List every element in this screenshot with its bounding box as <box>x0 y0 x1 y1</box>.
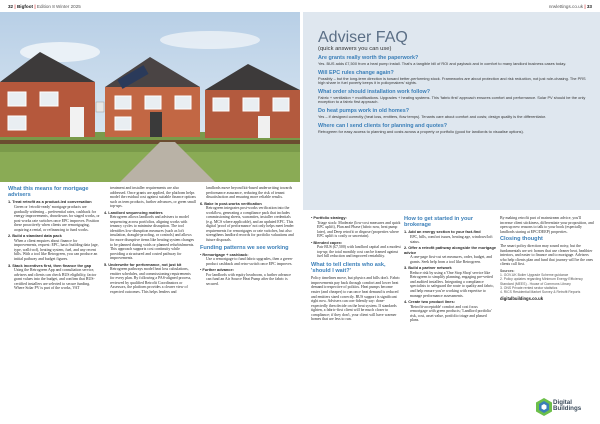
header-website[interactable]: nrwlettings.co.uk <box>548 4 584 9</box>
bullet-text: Triage stock: Moderate (low-cost measures and quick EPC uplift), Plan and Phase (fabric now, heat pump later), and Deep retrofit or dispose (properties where EPC uplift is costly or uncertain). <box>317 220 401 239</box>
item-number: 5. <box>104 261 108 267</box>
issue-label: Edition 8 Winter 2025 <box>36 4 81 9</box>
get-started-list <box>404 230 496 322</box>
item-text: Using the Retrogreen App and consultation service, advisers and clients can check BUS eligibility, factor grant values into the budget, and confirm that BUS-certified installers are selected to secure funding. Where Solar PV is part of the works, VAT <box>14 268 97 291</box>
faq-item <box>318 108 590 120</box>
adviser-faq-box <box>303 12 600 210</box>
faq-answer: Fabric + ventilation + modifications. Upgrades + heating systems. This 'fabric first' approach ensures comfort and performance. Solar PV should be the only exception to a fabric first approach. <box>318 94 586 105</box>
item-title: Treat retrofit as a product-led conversation <box>12 199 92 205</box>
column-5 <box>404 216 496 325</box>
column-6 <box>500 216 594 302</box>
item-text: Retrogreen allows landlords and advisers to model sequencing across portfolios, aligning works with tenancy cycles to minimise disruption. The tool identifies low-disruption measures (such as loft insulation, draught-proofing, or controls) and allows for more disruptive items like heating system changes to be planned during voids or planned refurbishments. This approach supports cost continuity while providing a structured and costed pathway for improvements. <box>110 215 195 261</box>
bullet-title: Remortgage + cashback: <box>202 251 249 257</box>
section-heading-should-i-wait: What to tell clients who ask, 'should I wait?' <box>311 261 386 275</box>
page-header <box>0 0 600 12</box>
list-item <box>8 200 100 232</box>
item-title: Build a standard data pack <box>12 233 62 239</box>
item-title: Offer a retrofit pathway alongside the mortgage advice <box>404 245 497 255</box>
column-4 <box>311 216 401 324</box>
item-text: Retrogreen pathways model heat loss calculations, emitter schedules, and commissioning requirements for every plan. By following a PAS-aligned process, reviewed by qualified Retrofit Coordinators or Assessors, the platform provides a clearer view of expected outcomes. This helps lenders and <box>110 267 192 295</box>
continued-text: treatment and installer requirements are also addressed. Once grants are applied, the platform helps model the residual cost against suitable finance options such as term products, further advances, or green small top-ups. <box>110 186 196 209</box>
item-number: 1. <box>404 229 408 235</box>
item-number: 4. <box>104 209 108 215</box>
source-item: 3. ONS Private rented sector statistics <box>500 285 558 290</box>
bullet-item: • Remortgage + cashback: Use a remortgage to fund fabric upgrades, then a green-product cashback and retro-switch once EPC improves. <box>200 253 296 267</box>
faq-question: What order should installation work follow? <box>318 88 431 95</box>
faq-item <box>318 55 590 67</box>
list-item <box>104 263 196 295</box>
bullet-title: Blended capex: <box>313 239 343 245</box>
faq-question: Will EPC rules change again? <box>318 69 394 76</box>
continued-text: landlords move beyond kit-based underwriting towards performance assurance, reducing the risk of tenant dissatisfaction and ensuring more reliable results. <box>206 186 293 200</box>
faq-answer: Yes – if designed correctly (heat loss, emitters, flow temps). Tenants care about comfort and costs; design quality is the differentiator. <box>318 113 547 119</box>
item-title: Add an energy section to your fact-find <box>408 229 481 235</box>
source-item: 4. RICS Residential Market Survey & Retrofit Reports <box>500 289 581 294</box>
page-number-left: 32 <box>8 4 14 9</box>
adviser-points-list-cont <box>200 202 296 243</box>
item-number: 3. <box>404 265 408 271</box>
header-left: 32 | Bigfoot | Edition 8 Winter 2025 <box>8 4 81 9</box>
faq-answer: Possibly – but the long-term direction is toward better-performing stock. Frameworks are about protection and risk reduction, not just rule-chasing. The PRS high share in fuel poverty keeps it in policymakers' sights. <box>318 75 586 86</box>
logo-icon <box>536 398 552 416</box>
faq-answer: Yes. BUS adds £7,500 from a heat pump install. That's a tangible bill of ROI and payback and in comfort to many landlord business cases today. <box>318 61 567 66</box>
section-heading-advisers: What this means for mortgage advisers <box>8 186 89 199</box>
adviser-points-list-cont <box>104 211 196 295</box>
item-text: A one-page first-cut set measures, order, budget, and grants. Seek help from a tool like Retrogreen. <box>410 255 492 264</box>
item-text: 'Retrofit-acceptable' comfort and cost focus remortgage with green products; 'Landlord portfolio' risk, cost, asset value, portfolio triage and phased plans. <box>410 304 492 323</box>
source-item: 1. GOV.UK Boiler Upgrade Scheme guidance <box>500 273 569 278</box>
column-2 <box>104 186 196 297</box>
bullet-title: Further advance: <box>202 267 234 273</box>
item-number: 6. <box>200 200 204 206</box>
item-number: 4. <box>404 299 408 305</box>
source-item: 2. Policy updates regarding Minimum Energy Efficiency Standard (MEES) - House of Commons Library <box>500 277 583 286</box>
paragraph: The smart policy direction may sound noisy, but the fundamentals are set: homes that use cleaner heat, healthier interiors, and easier to finance and to mortgage. Advisers who help clients plan and fund that journey will be the ones clients call first. <box>500 244 594 267</box>
faq-item <box>318 70 590 86</box>
faq-item <box>318 123 590 135</box>
bullet-item: • Portfolio strategy: Triage stock: Moderate (low-cost measures and quick EPC uplift), Plan and Phase (fabric now, heat pump later), and Deep retrofit or dispose (properties where EPC uplift is costly or uncertain). <box>311 215 401 239</box>
faq-subtitle: (quick answers you can use) <box>318 46 392 52</box>
bullet-item: • Blended capex: Pair BUS (£7,500) with landlord capital and a modest top-up; the total monthly cost can be framed against fuel bill reduction and improved rentability. <box>311 239 401 259</box>
list-item <box>404 266 496 298</box>
houses-photo <box>0 12 300 182</box>
item-number: 2. <box>404 245 408 251</box>
item-number: 2. <box>8 233 12 239</box>
paragraph: By making retrofit part of mainstream advice, you'll increase client stickiness, differentiate your proposition, and open up new reasons to talk to your book (especially landlords staring at EPC/DEEP) properties. <box>500 216 594 234</box>
faq-question: Where can I send clients for planning and quotes? <box>318 122 448 129</box>
item-title: Stack incentives first, then finance the gap <box>12 262 92 268</box>
logo-line-2: Buildings <box>553 405 582 413</box>
item-text: Retrogreen integrates post-works verification into the workflow, generating a compliance pack that includes commissioning sheets, warranties, installer credentials (e.g. MCS where applicable), and an updated EPC. This digital 'proof of performance' not only helps meet lender requirements for remortgages or rate switches, but also strengthens landlord records for portfolio valuations and future disposals. <box>206 206 294 243</box>
list-item <box>404 230 496 244</box>
item-text: EPC, bills, comfort issues, heating age, windows/loft status. <box>410 234 493 244</box>
list-item <box>200 202 296 243</box>
section-heading-funding: Funding patterns we see working <box>200 244 289 251</box>
paragraph: Policy timelines move, but physics and bills don't. Fabric improvements pay back through comfort and lower heat demand irrespective of politics. Heat pumps become easier (and cheaper) to run once heat demand is reduced and emitters sized correctly. BUS support is significant right now. Advisers can con-fidently say: done-expectedly then decide on the heat system. If standards tighten, a fabric-first client will be much closer to compliance; if they don't, your client will have warmer homes that are less to run. <box>311 276 401 322</box>
magazine-name: Bigfoot <box>16 4 34 9</box>
list-item <box>8 264 100 291</box>
item-title: Create two product lines: <box>408 299 455 305</box>
list-item <box>8 234 100 261</box>
item-number: 3. <box>8 262 12 268</box>
item-title: Bake in post-works verification <box>204 200 262 206</box>
sources <box>500 269 594 294</box>
section-heading-closing: Closing thought <box>500 236 543 243</box>
column-3 <box>200 186 296 286</box>
bullet-text: Pair BUS (£7,500) with landlord capital and a modest top-up; the total monthly cost can be framed against fuel bill reduction and improved rentability. <box>317 245 401 259</box>
company-website-link[interactable]: digitalbuildings.co.uk <box>500 296 544 302</box>
item-title: Build a partner network <box>408 265 452 271</box>
header-right: nrwlettings.co.uk | 33 <box>548 4 592 9</box>
column-1 <box>8 186 100 293</box>
list-item <box>404 246 496 264</box>
bullet-text: For landlords with equity headroom, a further advance can fund an Air Source Heat Pump after the fabric is secured. <box>206 272 291 286</box>
adviser-points-list <box>8 200 100 290</box>
faq-answer: Retrogreen for easy access to planning and costs across a property or portfolio (good for landlords to visualise options). <box>318 128 524 134</box>
item-text: When a client enquires about finance for improvements, request: EPC, basic building data (age, type, wall/roof), heating system, fuel, and any recent bills. With a tool like Retrogreen, you can produce an initial pathway and budget figures. <box>14 238 99 261</box>
item-title: Landlord sequencing matters <box>108 209 163 215</box>
item-text: Green or 'retrofit-ready' mortgage products are gradually widening – preferential rates, cashback for energy improvements, drawdowns for staged works, or post-works rate switches once EPC improves. Position these proactively when clients are remortgaging, acquiring a rental, or refinancing to fund works. <box>14 204 100 232</box>
item-title: Underwrite for performance, not just kit <box>108 261 182 267</box>
faq-title: Adviser FAQ <box>318 29 408 46</box>
page-number-right: 33 <box>586 4 592 9</box>
item-text: Reduce risk by using a 'One Stop Shop' service like Retrogreen to simplify planning, engaging pre-vetted and audited installers. Integrating a compliance specialists to safeguard the route to quality and fabric, and help ensure you're working with expertise to manage performance assessments. <box>410 270 495 298</box>
bullet-title: Portfolio strategy: <box>313 215 347 220</box>
sources-label: Sources: <box>500 268 515 273</box>
section-heading-get-started: How to get started in your brokerage <box>404 216 473 229</box>
faq-item <box>318 89 590 105</box>
logo-line-1: Digital <box>553 399 572 406</box>
item-number: 1. <box>8 199 12 205</box>
faq-question: Do heat pumps work in old homes? <box>318 107 410 114</box>
list-item <box>404 300 496 323</box>
houses-illustration <box>0 12 300 182</box>
digital-buildings-logo <box>536 396 596 418</box>
bullet-item: • Further advance: For landlords with equity headroom, a further advance can fund an Air Source Heat Pump after the fabric is secured. <box>200 268 296 286</box>
list-item <box>104 211 196 261</box>
faq-question: Are grants really worth the paperwork? <box>318 55 419 61</box>
bullet-text: Use a remortgage to fund fabric upgrades, then a green-product cashback and retro-switch once EPC improves. <box>206 257 293 266</box>
